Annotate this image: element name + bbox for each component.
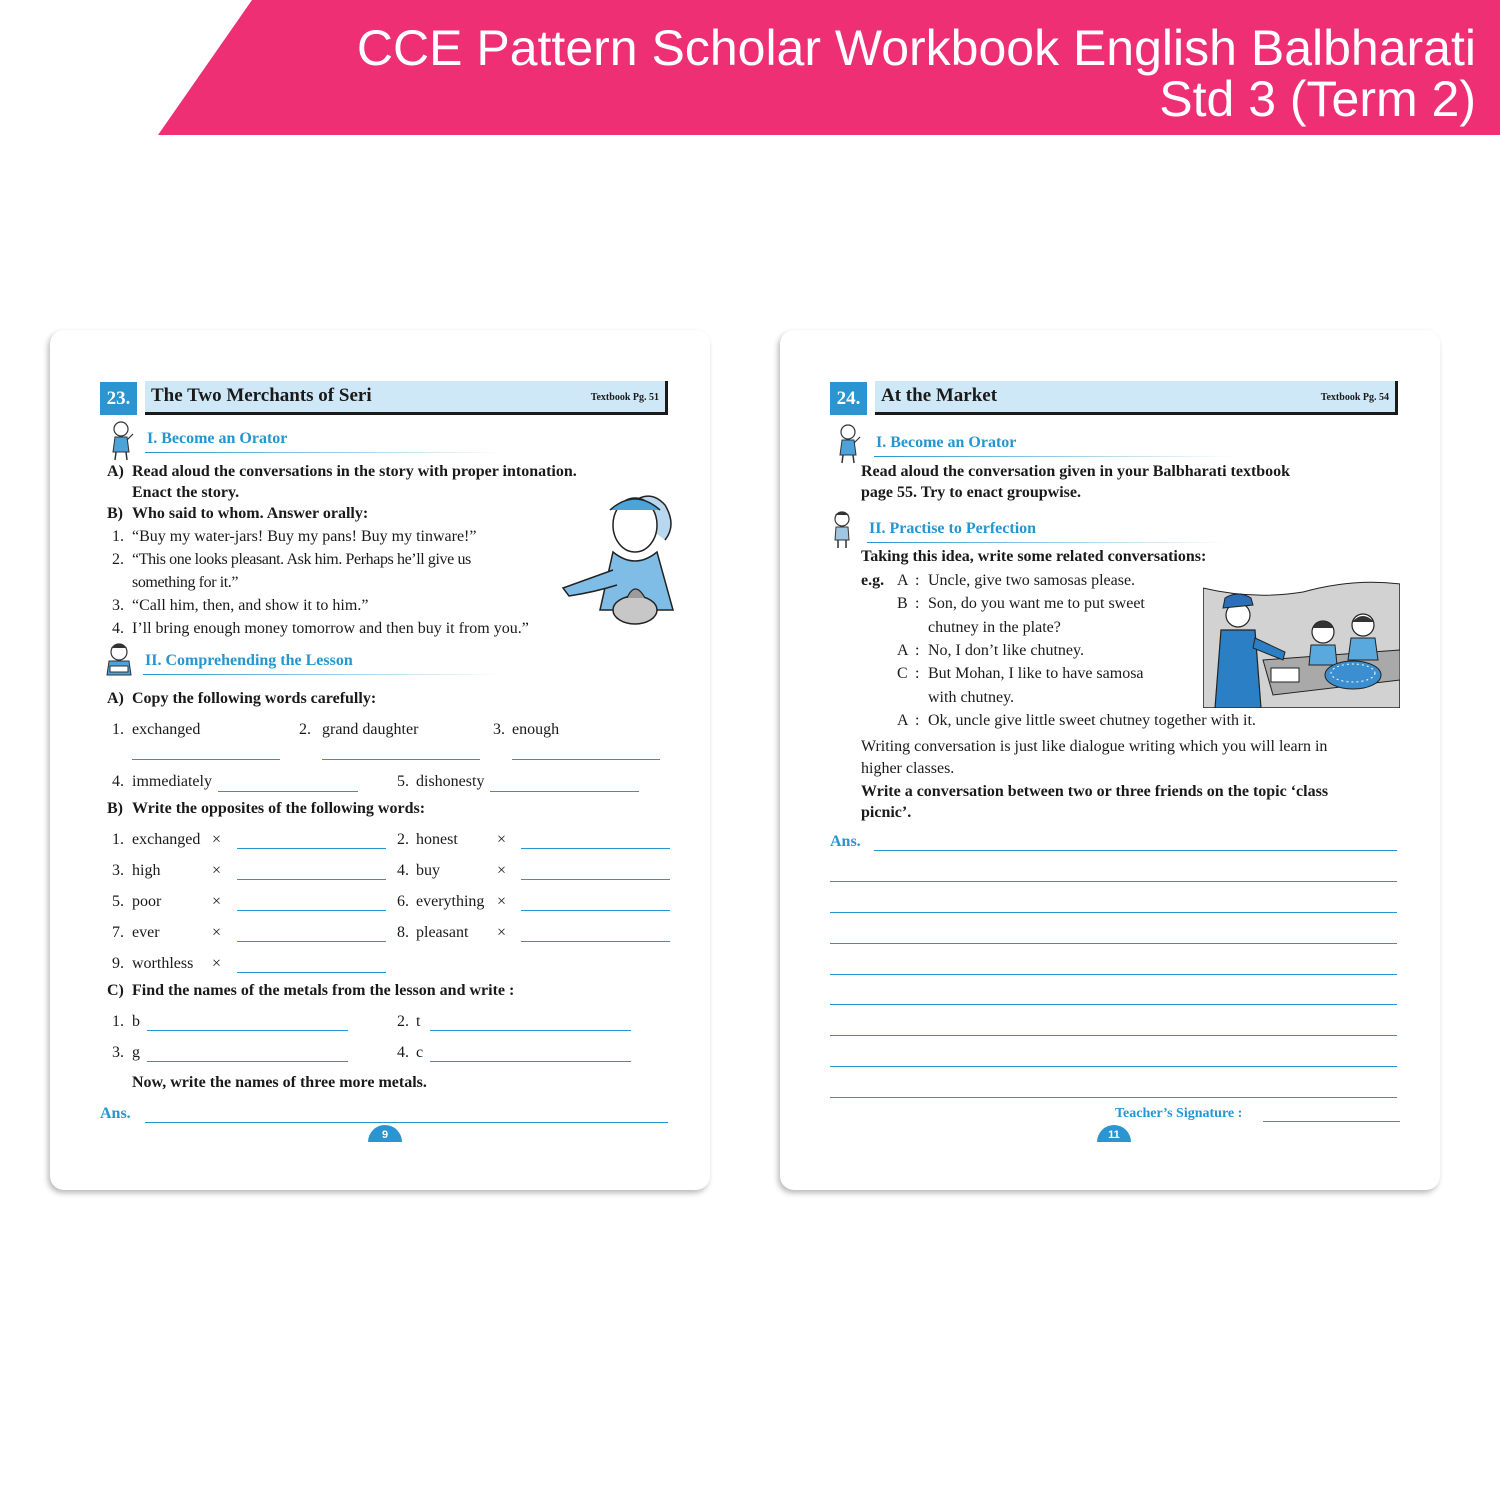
speaker-colon: : — [915, 572, 920, 589]
dialog-line: chutney in the plate? — [928, 619, 1061, 636]
item-number: 8. — [397, 924, 409, 941]
copy-word: grand daughter — [322, 721, 419, 738]
part-b-label: B) — [107, 800, 123, 817]
opposite-word: honest — [416, 831, 458, 848]
quote-text: “Call him, then, and show it to him.” — [132, 597, 369, 614]
answer-line[interactable] — [147, 1030, 348, 1031]
chapter-title: At the Market — [881, 385, 998, 406]
merchant-illustration — [555, 480, 680, 630]
page-number: 11 — [1097, 1125, 1131, 1142]
copy-word: exchanged — [132, 721, 201, 738]
answer-line[interactable] — [430, 1030, 631, 1031]
answer-line[interactable] — [237, 848, 386, 849]
item-number: 6. — [397, 893, 409, 910]
cross-symbol: × — [212, 862, 222, 879]
opposite-word: buy — [416, 862, 440, 879]
speaker-colon: : — [915, 595, 920, 612]
answer-line[interactable] — [237, 879, 386, 880]
section-underline — [143, 674, 503, 675]
quote-number: 1. — [112, 528, 124, 545]
copy-word: immediately — [132, 773, 212, 790]
page-number: 9 — [368, 1125, 402, 1142]
orator-child-icon — [108, 420, 134, 462]
opposite-word: ever — [132, 924, 160, 941]
section-practise: II. Practise to Perfection — [869, 520, 1037, 537]
cross-symbol: × — [212, 924, 222, 941]
item-number: 5. — [397, 773, 409, 790]
quote-number: 4. — [112, 620, 124, 637]
answer-line[interactable] — [132, 759, 280, 760]
item-number: 4. — [397, 862, 409, 879]
orator-child-icon — [835, 423, 861, 465]
textbook-reference: Textbook Pg. 54 — [1320, 392, 1389, 403]
practising-child-icon — [830, 510, 854, 550]
orator-instruction-2: page 55. Try to enact groupwise. — [861, 484, 1081, 501]
item-number: 7. — [112, 924, 124, 941]
answer-line[interactable] — [237, 941, 386, 942]
copy-word: enough — [512, 721, 560, 738]
opposite-word: exchanged — [132, 831, 201, 848]
metal-letter: g — [132, 1044, 140, 1061]
signature-line[interactable] — [1263, 1121, 1400, 1122]
item-number: 1. — [112, 721, 124, 738]
answer-line[interactable] — [830, 974, 1397, 975]
answer-line[interactable] — [147, 1061, 348, 1062]
cross-symbol: × — [497, 862, 507, 879]
item-number: 1. — [112, 1013, 124, 1030]
answer-line[interactable] — [430, 1061, 631, 1062]
banner-title-line1: CCE Pattern Scholar Workbook English Balbharati — [356, 20, 1476, 76]
chapter-title-bar — [875, 381, 1398, 415]
answer-label: Ans. — [830, 833, 861, 850]
chapter-title: The Two Merchants of Seri — [151, 385, 372, 406]
item-number: 3. — [112, 1044, 124, 1061]
answer-line[interactable] — [521, 910, 670, 911]
metal-letter: b — [132, 1013, 140, 1030]
section-underline — [874, 456, 1234, 457]
speaker-label: B — [897, 595, 908, 612]
dialog-line: Ok, uncle give little sweet chutney together with it. — [928, 712, 1256, 729]
market-illustration — [1203, 570, 1400, 708]
cross-symbol: × — [212, 955, 222, 972]
answer-line[interactable] — [512, 759, 660, 760]
item-number: 9. — [112, 955, 124, 972]
banner-title-line2: Std 3 (Term 2) — [1159, 71, 1476, 127]
opposites-instruction: Write the opposites of the following words: — [132, 800, 426, 817]
answer-line[interactable] — [830, 912, 1397, 913]
cross-symbol: × — [497, 893, 507, 910]
section-become-orator: I. Become an Orator — [147, 430, 288, 447]
speaker-label: A — [897, 572, 909, 589]
speaker-label: A — [897, 712, 909, 729]
quote-number: 3. — [112, 597, 124, 614]
quote-number: 2. — [112, 551, 124, 568]
answer-line[interactable] — [322, 759, 480, 760]
speaker-label: C — [897, 665, 908, 682]
answer-line[interactable] — [521, 848, 670, 849]
answer-line[interactable] — [874, 850, 1397, 851]
answer-line[interactable] — [830, 1004, 1397, 1005]
speaker-colon: : — [915, 665, 920, 682]
speaker-label: A — [897, 642, 909, 659]
item-number: 2. — [397, 831, 409, 848]
item-number: 1. — [112, 831, 124, 848]
section-underline — [145, 452, 505, 453]
speaker-colon: : — [915, 642, 920, 659]
reading-child-icon — [104, 642, 134, 680]
quote-text: “This one looks pleasant. Ask him. Perhaps he’ll give us — [132, 551, 471, 568]
practise-instruction: Taking this idea, write some related conversations: — [861, 548, 1207, 565]
part-c-label: C) — [107, 982, 124, 999]
answer-line[interactable] — [830, 1035, 1397, 1036]
answer-line[interactable] — [218, 791, 358, 792]
item-number: 5. — [112, 893, 124, 910]
part-a-instruction-2: Enact the story. — [132, 484, 240, 501]
quote-text: something for it.” — [132, 574, 239, 591]
answer-line[interactable] — [490, 791, 639, 792]
copy-instruction: Copy the following words carefully: — [132, 690, 377, 707]
metal-letter: c — [416, 1044, 424, 1061]
dialog-line: Son, do you want me to put sweet — [928, 595, 1145, 612]
part-b-instruction: Who said to whom. Answer orally: — [132, 505, 369, 522]
example-label: e.g. — [861, 572, 885, 589]
copy-word: dishonesty — [416, 773, 485, 790]
answer-line[interactable] — [830, 881, 1397, 882]
writing-task-2: picnic’. — [861, 804, 912, 821]
right-workbook-page — [780, 330, 1440, 1190]
writing-task-1: Write a conversation between two or three friends on the topic ‘class — [861, 783, 1329, 800]
item-number: 4. — [397, 1044, 409, 1061]
answer-line[interactable] — [521, 941, 670, 942]
writing-note-2: higher classes. — [861, 760, 955, 777]
quote-text: I’ll bring enough money tomorrow and then buy it from you.” — [132, 620, 529, 637]
part-a-instruction-1: Read aloud the conversations in the story with proper intonation. — [132, 463, 577, 480]
dialog-line: No, I don’t like chutney. — [928, 642, 1084, 659]
chapter-number: 24. — [830, 382, 867, 415]
item-number: 4. — [112, 773, 124, 790]
dialog-line: But Mohan, I like to have samosa — [928, 665, 1144, 682]
more-metals-instruction: Now, write the names of three more metals. — [132, 1074, 427, 1091]
chapter-number: 23. — [100, 382, 137, 415]
part-a-label: A) — [107, 463, 124, 480]
answer-line[interactable] — [237, 972, 386, 973]
teacher-signature-label: Teacher’s Signature : — [1115, 1106, 1243, 1121]
opposite-word: pleasant — [416, 924, 469, 941]
speaker-colon: : — [915, 712, 920, 729]
item-number: 2. — [397, 1013, 409, 1030]
metals-instruction: Find the names of the metals from the lesson and write : — [132, 982, 515, 999]
dialog-line: with chutney. — [928, 689, 1015, 706]
title-banner — [0, 0, 1500, 135]
answer-line[interactable] — [830, 943, 1397, 944]
quote-text: “Buy my water-jars! Buy my pans! Buy my tinware!” — [132, 528, 477, 545]
answer-line[interactable] — [237, 910, 386, 911]
item-number: 2. — [299, 721, 311, 738]
item-number: 3. — [112, 862, 124, 879]
cross-symbol: × — [212, 893, 222, 910]
answer-line[interactable] — [830, 1066, 1397, 1067]
section-underline — [867, 542, 1227, 543]
section-comprehending: II. Comprehending the Lesson — [145, 652, 353, 669]
writing-note-1: Writing conversation is just like dialogue writing which you will learn in — [861, 738, 1328, 755]
opposite-word: worthless — [132, 955, 194, 972]
part-a-label: A) — [107, 690, 124, 707]
orator-instruction-1: Read aloud the conversation given in your Balbharati textbook — [861, 463, 1291, 480]
answer-line[interactable] — [830, 1097, 1397, 1098]
cross-symbol: × — [497, 924, 507, 941]
cross-symbol: × — [212, 831, 222, 848]
answer-line[interactable] — [145, 1122, 668, 1123]
opposite-word: high — [132, 862, 161, 879]
opposite-word: everything — [416, 893, 485, 910]
section-become-orator: I. Become an Orator — [876, 434, 1017, 451]
answer-label: Ans. — [100, 1105, 131, 1122]
part-b-label: B) — [107, 505, 123, 522]
opposite-word: poor — [132, 893, 162, 910]
item-number: 3. — [493, 721, 505, 738]
chapter-title-bar — [145, 381, 668, 415]
dialog-line: Uncle, give two samosas please. — [928, 572, 1136, 589]
left-workbook-page — [50, 330, 710, 1190]
answer-line[interactable] — [521, 879, 670, 880]
metal-letter: t — [416, 1013, 421, 1030]
textbook-reference: Textbook Pg. 51 — [590, 392, 659, 403]
cross-symbol: × — [497, 831, 507, 848]
